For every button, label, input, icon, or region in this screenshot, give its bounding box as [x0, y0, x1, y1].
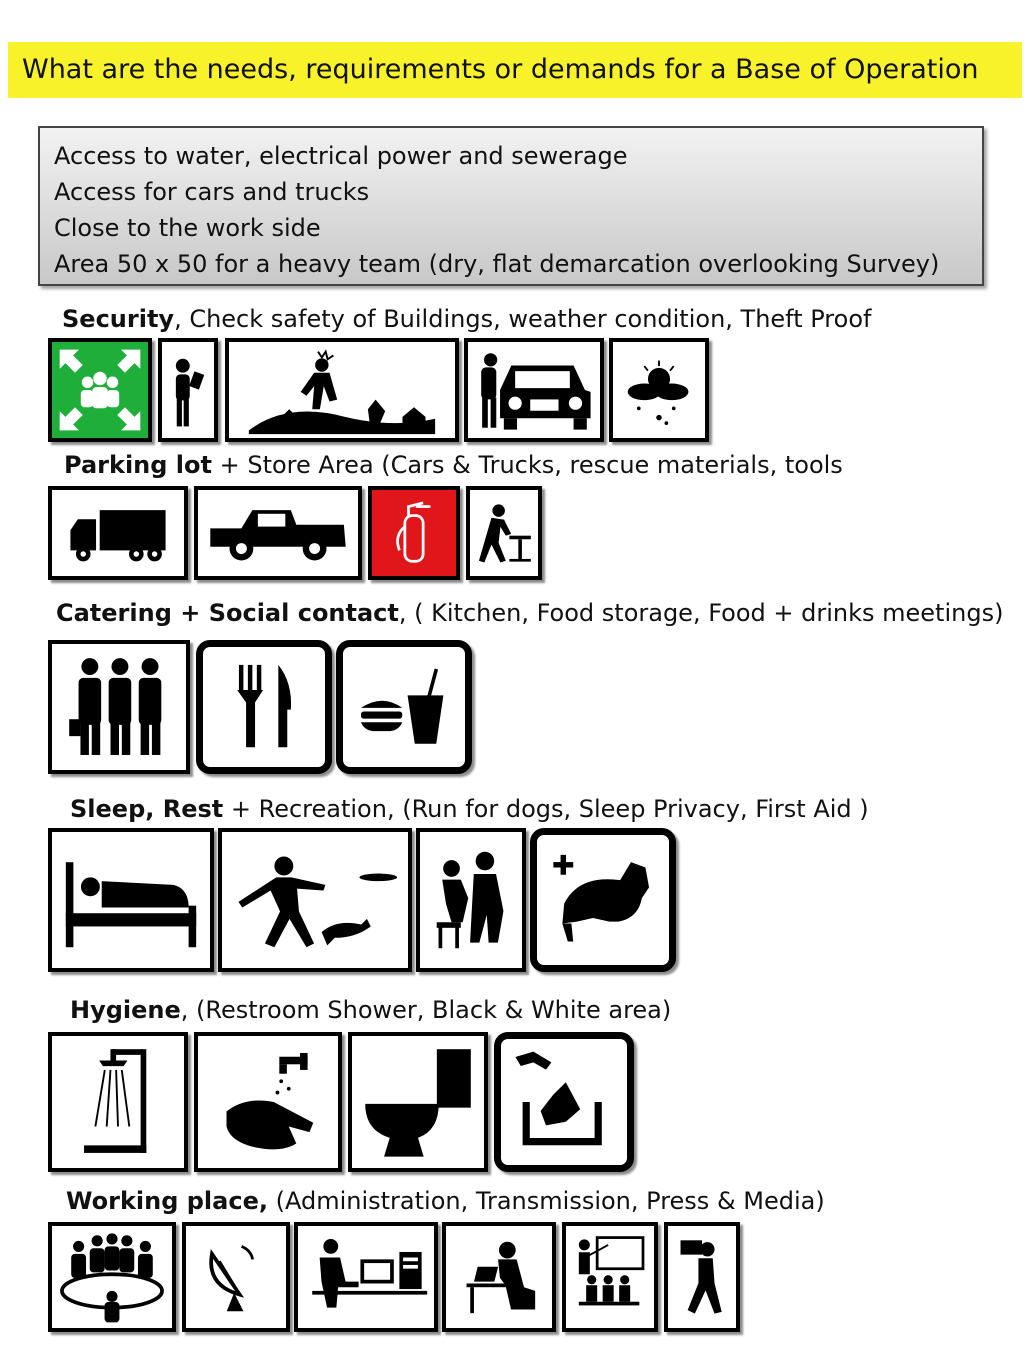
heading-bold: Sleep, Rest — [70, 795, 224, 823]
heading-rest: + Store Area (Cars & Trucks, rescue materials, tools — [211, 451, 843, 479]
run-with-dog-icon — [218, 828, 412, 972]
heading-rest: + Recreation, (Run for dogs, Sleep Privacy, First Aid ) — [223, 795, 869, 823]
toilet-icon — [348, 1032, 488, 1172]
workbench-icon — [466, 486, 542, 580]
sleep-heading — [70, 794, 869, 824]
hygiene-heading — [70, 995, 671, 1025]
catering-heading — [56, 598, 1003, 628]
earthquake-icon — [225, 338, 459, 442]
heading-rest: , Check safety of Buildings, weather condition, Theft Proof — [174, 305, 872, 333]
parking-heading — [64, 450, 843, 480]
cameraman-icon — [664, 1222, 740, 1332]
requirement-item: Area 50 x 50 for a heavy team (dry, flat demarcation overlooking Survey) — [54, 250, 940, 278]
car-theft-icon — [464, 338, 604, 442]
heading-rest: , ( Kitchen, Food storage, Food + drinks meetings) — [398, 599, 1004, 627]
fork-knife-icon — [196, 640, 332, 774]
requirements-box — [38, 126, 984, 286]
fire-extinguisher-icon — [368, 486, 460, 580]
meeting-people-icon — [48, 640, 190, 774]
assembly-point-icon — [48, 338, 152, 442]
truck-icon — [48, 486, 188, 580]
pickup-truck-icon — [194, 486, 362, 580]
waste-bin-icon — [494, 1032, 634, 1172]
presentation-icon — [562, 1222, 658, 1332]
hand-washing-icon — [194, 1032, 342, 1172]
heading-bold: Working place, — [66, 1187, 268, 1215]
requirement-item: Close to the work side — [54, 214, 321, 242]
requirement-item: Access to water, electrical power and sewerage — [54, 142, 628, 170]
shower-icon — [48, 1032, 188, 1172]
heading-bold: Parking lot — [64, 451, 212, 479]
dog-first-aid-icon — [530, 828, 676, 972]
conference-table-icon — [48, 1222, 176, 1332]
heading-rest: , (Restroom Shower, Black & White area) — [180, 996, 672, 1024]
food-drink-icon — [336, 640, 472, 774]
weather-icon — [609, 338, 709, 442]
first-aid-people-icon — [416, 828, 526, 972]
heading-bold: Hygiene — [70, 996, 181, 1024]
working-heading — [66, 1186, 825, 1216]
heading-bold: Catering + Social contact — [56, 599, 399, 627]
security-heading — [62, 304, 871, 334]
satellite-dish-icon — [182, 1222, 290, 1332]
heading-rest: (Administration, Transmission, Press & Media) — [267, 1187, 825, 1215]
requirement-item: Access for cars and trucks — [54, 178, 370, 206]
laptop-worker-icon — [442, 1222, 556, 1332]
person-writing-icon — [158, 338, 218, 442]
heading-bold: Security — [62, 305, 175, 333]
bed-icon — [48, 828, 214, 972]
page-title: What are the needs, requirements or demands for a Base of Operation — [8, 42, 1022, 98]
computer-workstation-icon — [294, 1222, 438, 1332]
